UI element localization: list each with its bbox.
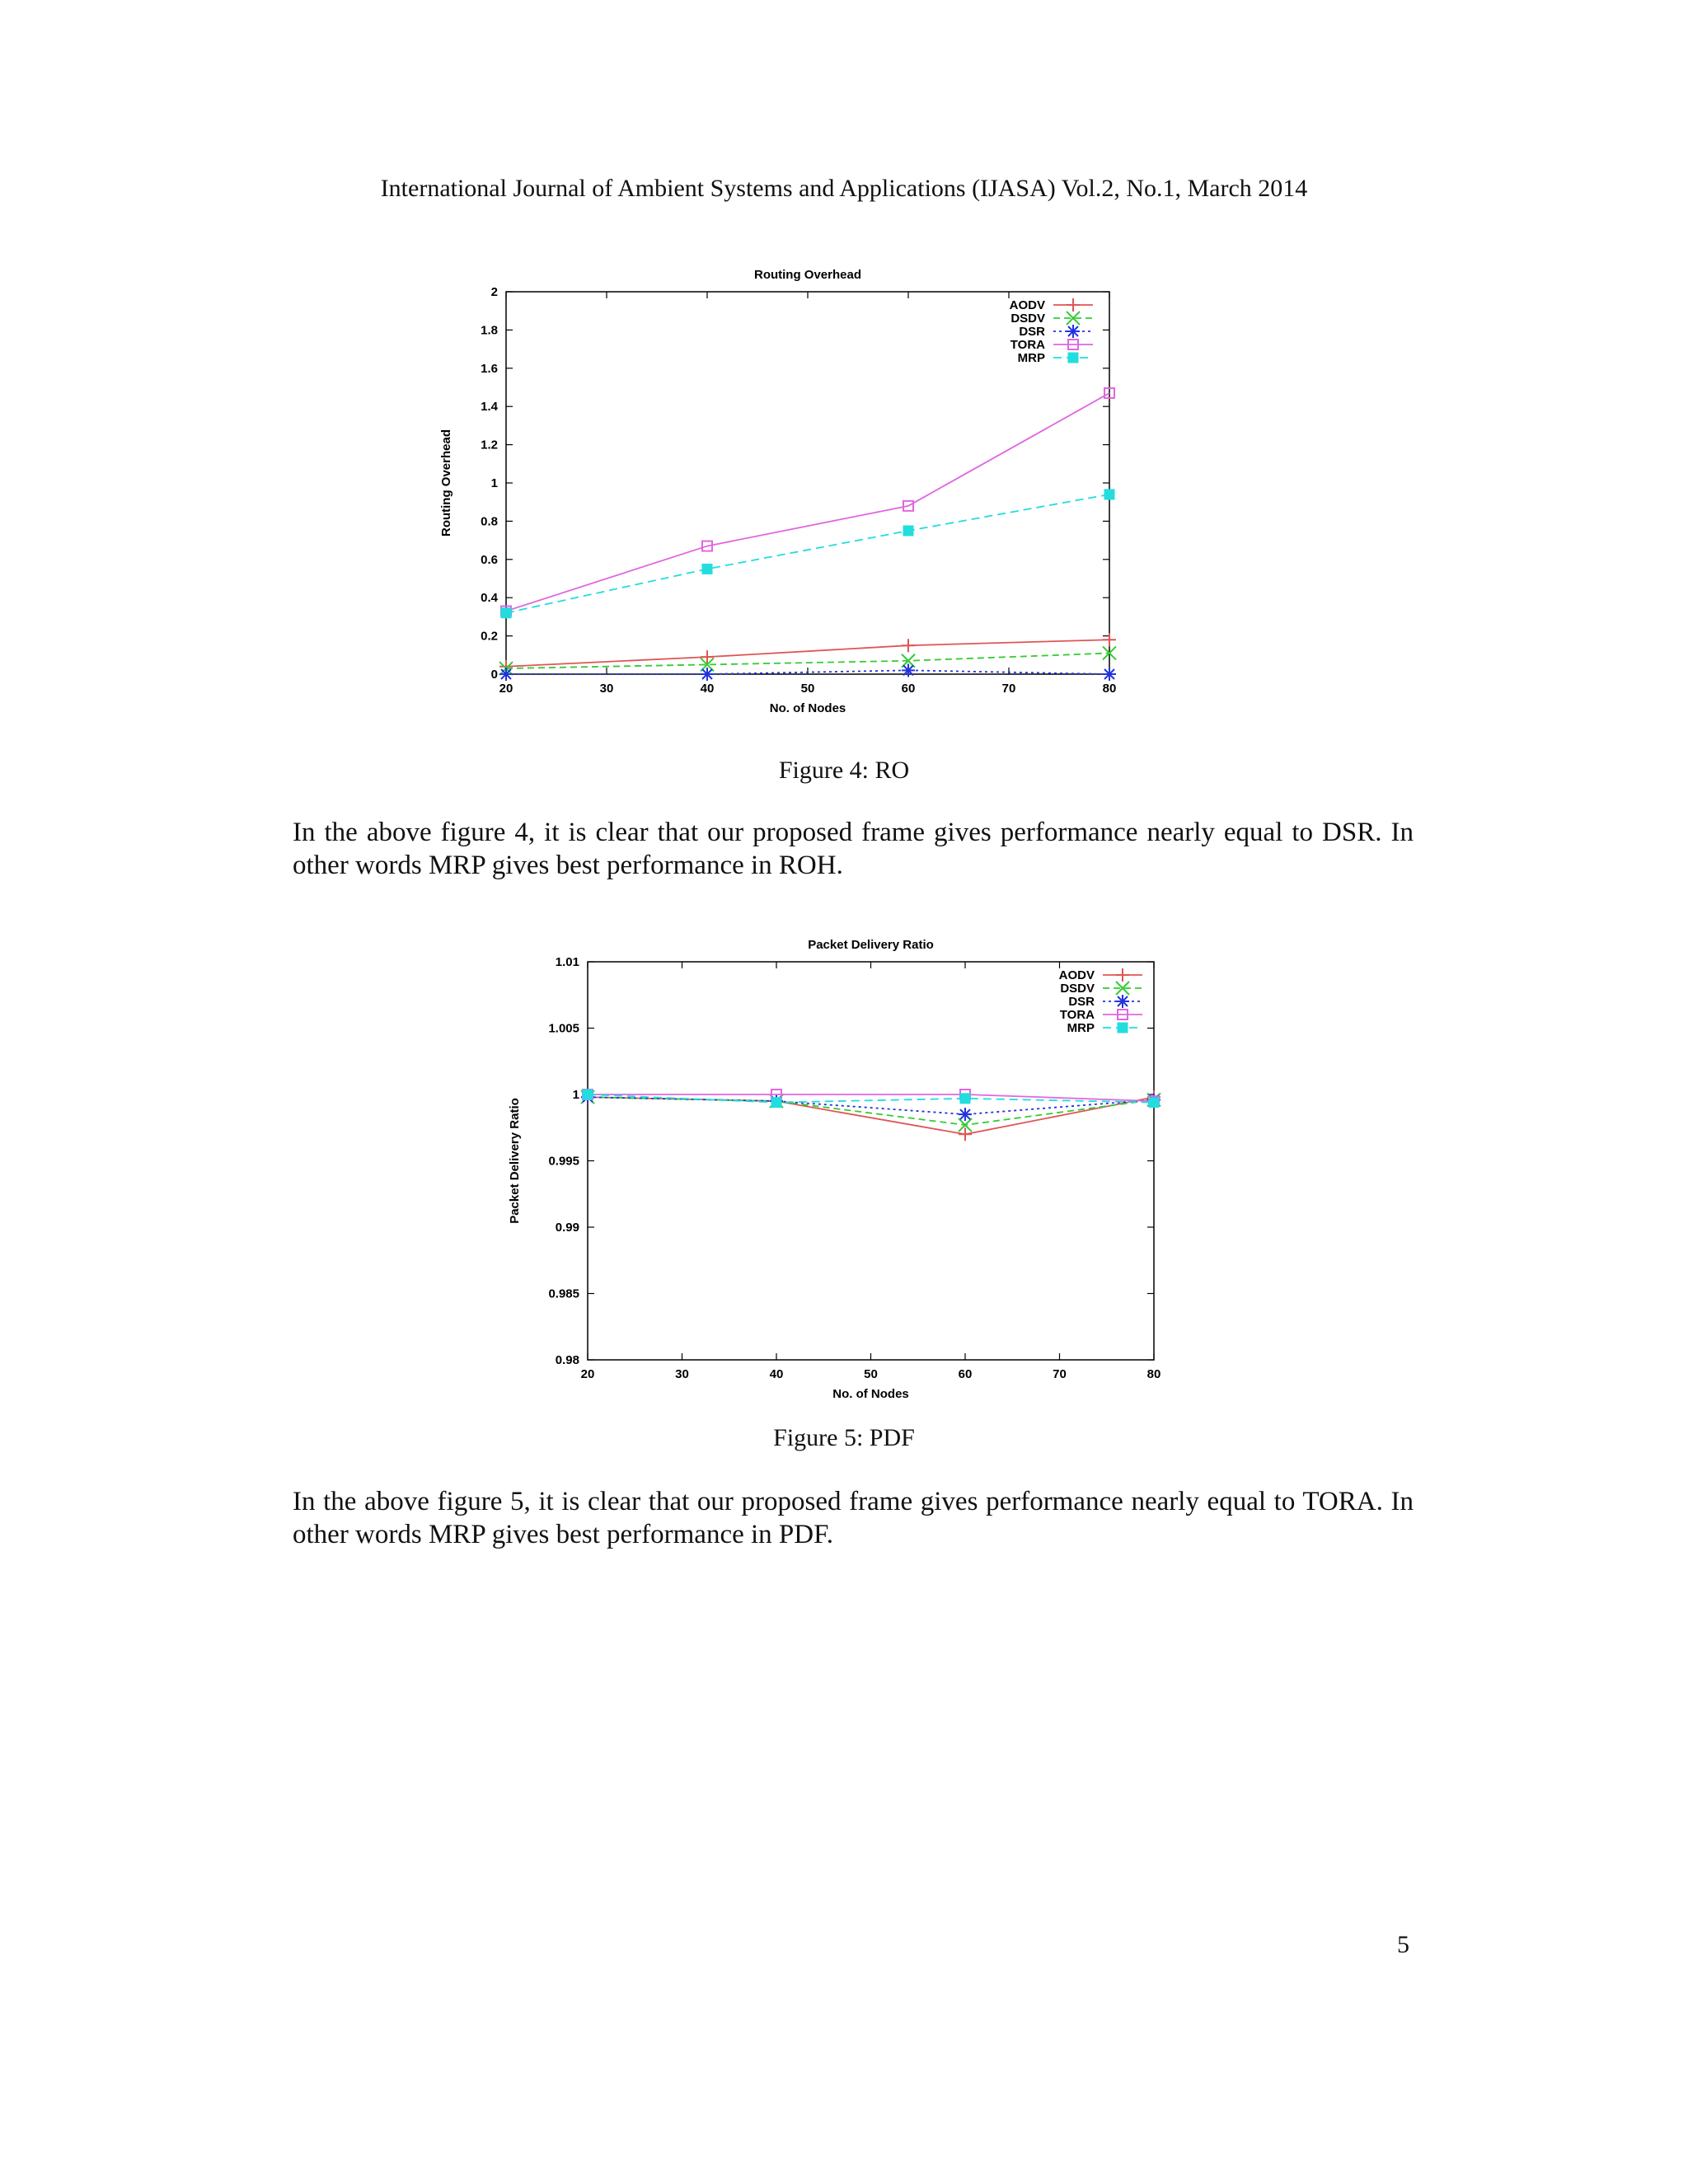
y-tick-label: 1 xyxy=(490,476,498,490)
x-tick-label: 30 xyxy=(675,1367,689,1381)
y-tick-label: 0 xyxy=(490,668,498,682)
legend-label-aodv: AODV xyxy=(1009,298,1045,312)
chart-title: Packet Delivery Ratio xyxy=(808,938,934,952)
legend-label-mrp: MRP xyxy=(1067,1021,1095,1035)
figure-5-caption: Figure 5: PDF xyxy=(773,1424,915,1451)
x-tick-label: 40 xyxy=(769,1367,784,1381)
y-axis-label: Packet Delivery Ratio xyxy=(508,1098,522,1224)
y-tick-label: 1.4 xyxy=(481,400,498,415)
x-tick-label: 70 xyxy=(1053,1367,1067,1381)
data-point-mrp xyxy=(1149,1098,1159,1108)
page-number: 5 xyxy=(1397,1931,1409,1958)
legend-label-dsr: DSR xyxy=(1019,325,1045,339)
x-axis-label: No. of Nodes xyxy=(832,1387,909,1401)
y-tick-label: 0.8 xyxy=(481,514,498,529)
y-tick-label: 1.005 xyxy=(548,1021,579,1036)
x-tick-label: 60 xyxy=(958,1367,973,1381)
y-tick-label: 1 xyxy=(572,1088,579,1102)
x-tick-label: 50 xyxy=(800,682,815,696)
x-tick-label: 20 xyxy=(580,1367,595,1381)
legend-label-dsdv: DSDV xyxy=(1060,982,1095,996)
chart-title: Routing Overhead xyxy=(753,268,862,282)
legend-marker-aodv xyxy=(1116,968,1129,982)
series-line-aodv xyxy=(588,1097,1154,1134)
legend-label-tora: TORA xyxy=(1059,1008,1095,1022)
data-point-mrp xyxy=(771,1098,781,1108)
y-tick-label: 0.995 xyxy=(548,1154,579,1169)
legend-marker-mrp xyxy=(1118,1023,1128,1033)
legend-label-tora: TORA xyxy=(1010,338,1045,352)
legend-label-dsr: DSR xyxy=(1068,995,1095,1009)
y-axis-label: Routing Overhead xyxy=(439,429,453,537)
y-tick-label: 1.8 xyxy=(481,323,498,338)
data-point-mrp xyxy=(583,1090,593,1099)
data-point-dsr xyxy=(959,1108,972,1121)
y-tick-label: 0.985 xyxy=(548,1286,579,1301)
y-tick-label: 0.2 xyxy=(481,629,498,644)
x-tick-label: 60 xyxy=(901,682,916,696)
y-tick-label: 1.01 xyxy=(555,955,579,969)
figure-4-caption: Figure 4: RO xyxy=(778,757,910,784)
x-tick-label: 30 xyxy=(599,682,614,696)
x-axis-label: No. of Nodes xyxy=(769,701,846,715)
legend-label-aodv: AODV xyxy=(1058,968,1095,982)
x-tick-label: 80 xyxy=(1102,682,1117,696)
x-tick-label: 40 xyxy=(700,682,715,696)
legend-marker-dsr xyxy=(1116,995,1129,1008)
x-tick-label: 70 xyxy=(1001,682,1016,696)
data-point-mrp xyxy=(960,1094,970,1104)
running-header: International Journal of Ambient Systems and Applications (IJASA) Vol.2, No.1, March 2014 xyxy=(380,175,1308,202)
paragraph-figure-4: In the above figure 4, it is clear that our proposed frame gives performance nearly equal to DSR. In other words MRP gives best performance in ROH. xyxy=(293,818,1414,880)
paragraph-figure-5: In the above figure 5, it is clear that our proposed frame gives performance nearly equal to TORA. In other words MRP gives best performance in PDF. xyxy=(293,1487,1414,1549)
legend-label-dsdv: DSDV xyxy=(1010,312,1045,326)
x-tick-label: 50 xyxy=(864,1367,878,1381)
legend-label-mrp: MRP xyxy=(1017,351,1045,365)
y-tick-label: 0.6 xyxy=(481,552,498,567)
y-tick-label: 2 xyxy=(490,285,498,299)
y-tick-label: 0.99 xyxy=(555,1221,579,1235)
y-tick-label: 1.2 xyxy=(481,438,498,452)
x-tick-label: 20 xyxy=(499,682,513,696)
y-tick-label: 1.6 xyxy=(481,361,498,376)
y-tick-label: 0.98 xyxy=(555,1353,579,1367)
y-tick-label: 0.4 xyxy=(481,591,498,606)
x-tick-label: 80 xyxy=(1146,1367,1161,1381)
